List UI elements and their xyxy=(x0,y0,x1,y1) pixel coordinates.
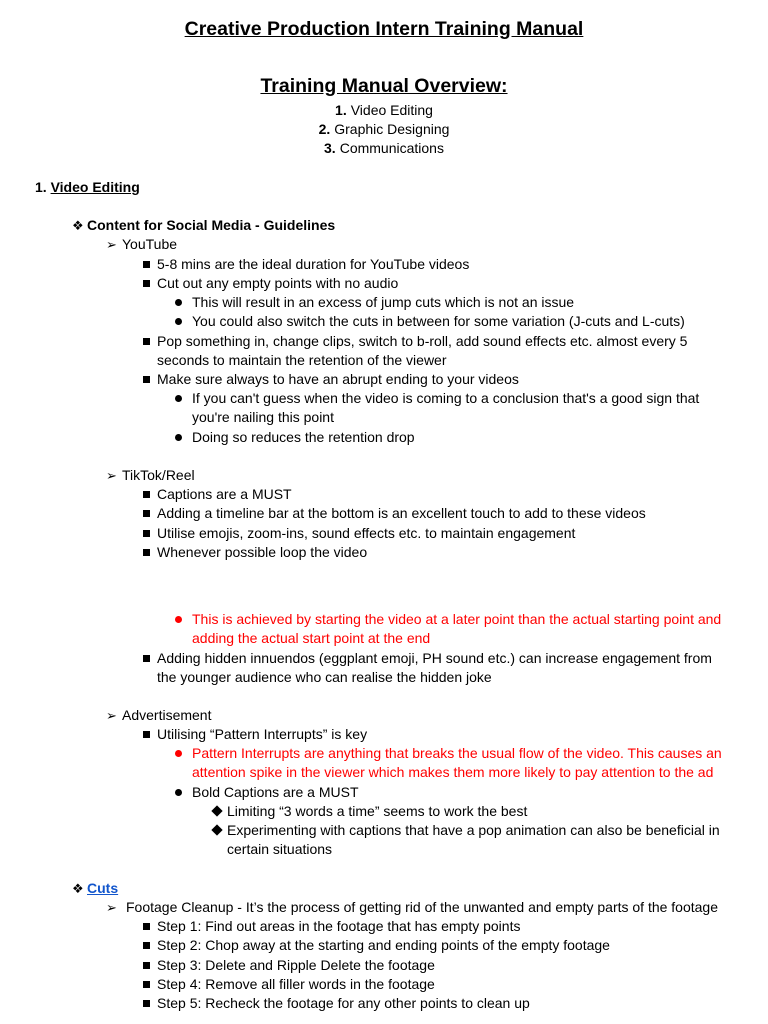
overview-item-number: 2. xyxy=(318,121,331,137)
list-item: Bold Captions are a MUST xyxy=(192,784,359,800)
circle-bullet-icon xyxy=(175,434,182,441)
list-item: This is achieved by starting the video at a later point than the actual starting point and xyxy=(192,611,722,627)
circle-bullet-icon xyxy=(175,789,182,796)
list-item: Limiting “3 words a time” seems to work the best xyxy=(227,803,528,819)
list-item: This will result in an excess of jump cuts which is not an issue xyxy=(192,294,575,310)
list-item-continuation: certain situations xyxy=(227,841,333,857)
list-item: You could also switch the cuts in between for some variation (J-cuts and L-cuts) xyxy=(192,313,685,329)
overview-item-number: 1. xyxy=(335,102,347,118)
overview-item-number: 3. xyxy=(324,140,336,156)
square-bullet-icon xyxy=(143,530,150,537)
diamond-bullet-icon xyxy=(211,805,222,816)
diamond-star-icon: ❖ xyxy=(72,881,84,896)
diamond-bullet-icon xyxy=(211,824,222,835)
list-item: Experimenting with captions that have a pop animation can also be beneficial in xyxy=(227,822,720,838)
list-item: Cut out any empty points with no audio xyxy=(157,275,399,291)
list-item-continuation: seconds to maintain the retention of the viewer xyxy=(157,352,447,368)
list-item: Doing so reduces the retention drop xyxy=(192,429,415,445)
square-bullet-icon xyxy=(143,942,150,949)
circle-bullet-icon xyxy=(175,750,182,757)
overview-item xyxy=(0,102,768,118)
list-item-continuation: adding the actual start point at the end xyxy=(192,630,431,646)
arrow-icon: ➢ xyxy=(106,468,117,483)
arrow-icon: ➢ xyxy=(106,708,117,723)
square-bullet-icon xyxy=(143,655,150,662)
overview-title: Training Manual Overview: xyxy=(260,75,508,97)
circle-bullet-icon xyxy=(175,299,182,306)
overview-item xyxy=(0,121,768,137)
square-bullet-icon xyxy=(143,491,150,498)
section-number: 1. xyxy=(35,179,47,195)
square-bullet-icon xyxy=(143,510,150,517)
square-bullet-icon xyxy=(143,962,150,969)
list-item: Pop something in, change clips, switch to b-roll, add sound effects etc. almost every 5 xyxy=(157,333,688,349)
list-item-continuation: you're nailing this point xyxy=(192,409,334,425)
step-item: Step 4: Remove all filler words in the footage xyxy=(157,976,435,992)
step-item: Step 1: Find out areas in the footage that has empty points xyxy=(157,918,521,934)
footage-cleanup-text: Footage Cleanup - It’s the process of getting rid of the unwanted and empty parts of the footage xyxy=(126,899,719,915)
circle-bullet-icon xyxy=(175,395,182,402)
advertisement-label: Advertisement xyxy=(122,707,212,723)
list-item: Make sure always to have an abrupt ending to your videos xyxy=(157,371,519,387)
step-item: Step 5: Recheck the footage for any other points to clean up xyxy=(157,995,530,1011)
square-bullet-icon xyxy=(143,338,150,345)
square-bullet-icon xyxy=(143,549,150,556)
circle-bullet-icon xyxy=(175,616,182,623)
square-bullet-icon xyxy=(143,731,150,738)
arrow-icon: ➢ xyxy=(106,900,117,915)
list-item-continuation: attention spike in the viewer which makes them more likely to pay attention to the ad xyxy=(192,764,714,780)
overview-item-label: Graphic Designing xyxy=(334,121,450,137)
youtube-label: YouTube xyxy=(122,236,178,252)
list-item: Utilise emojis, zoom-ins, sound effects etc. to maintain engagement xyxy=(157,525,576,541)
square-bullet-icon xyxy=(143,1000,150,1007)
section-heading xyxy=(35,178,140,197)
square-bullet-icon xyxy=(143,376,150,383)
circle-bullet-icon xyxy=(175,318,182,325)
list-item-continuation: the younger audience who can realise the hidden joke xyxy=(157,669,492,685)
list-item: Whenever possible loop the video xyxy=(157,544,368,560)
document-title: Creative Production Intern Training Manual xyxy=(184,18,584,40)
list-item: Adding a timeline bar at the bottom is an excellent touch to add to these videos xyxy=(157,505,646,521)
list-item: Utilising “Pattern Interrupts” is key xyxy=(157,726,368,742)
list-item: 5-8 mins are the ideal duration for YouTube videos xyxy=(157,256,470,272)
square-bullet-icon xyxy=(143,280,150,287)
list-item: Pattern Interrupts are anything that breaks the usual flow of the video. This causes an xyxy=(192,745,722,761)
list-item: Captions are a MUST xyxy=(157,486,292,502)
diamond-star-icon: ❖ xyxy=(72,218,84,233)
step-item: Step 3: Delete and Ripple Delete the footage xyxy=(157,957,435,973)
overview-item-label: Communications xyxy=(339,140,444,156)
list-item: Adding hidden innuendos (eggplant emoji, PH sound etc.) can increase engagement from xyxy=(157,650,712,666)
overview-item-label: Video Editing xyxy=(350,102,433,118)
arrow-icon: ➢ xyxy=(106,237,117,252)
step-item: Step 2: Chop away at the starting and ending points of the empty footage xyxy=(157,937,610,953)
cuts-link[interactable]: Cuts xyxy=(87,880,119,896)
tiktok-label: TikTok/Reel xyxy=(122,467,195,483)
square-bullet-icon xyxy=(143,981,150,988)
content-heading: Content for Social Media - Guidelines xyxy=(87,217,336,233)
section-title: Video Editing xyxy=(50,179,140,195)
list-item: If you can't guess when the video is coming to a conclusion that's a good sign that xyxy=(192,390,700,406)
square-bullet-icon xyxy=(143,923,150,930)
overview-item xyxy=(0,140,768,156)
square-bullet-icon xyxy=(143,261,150,268)
